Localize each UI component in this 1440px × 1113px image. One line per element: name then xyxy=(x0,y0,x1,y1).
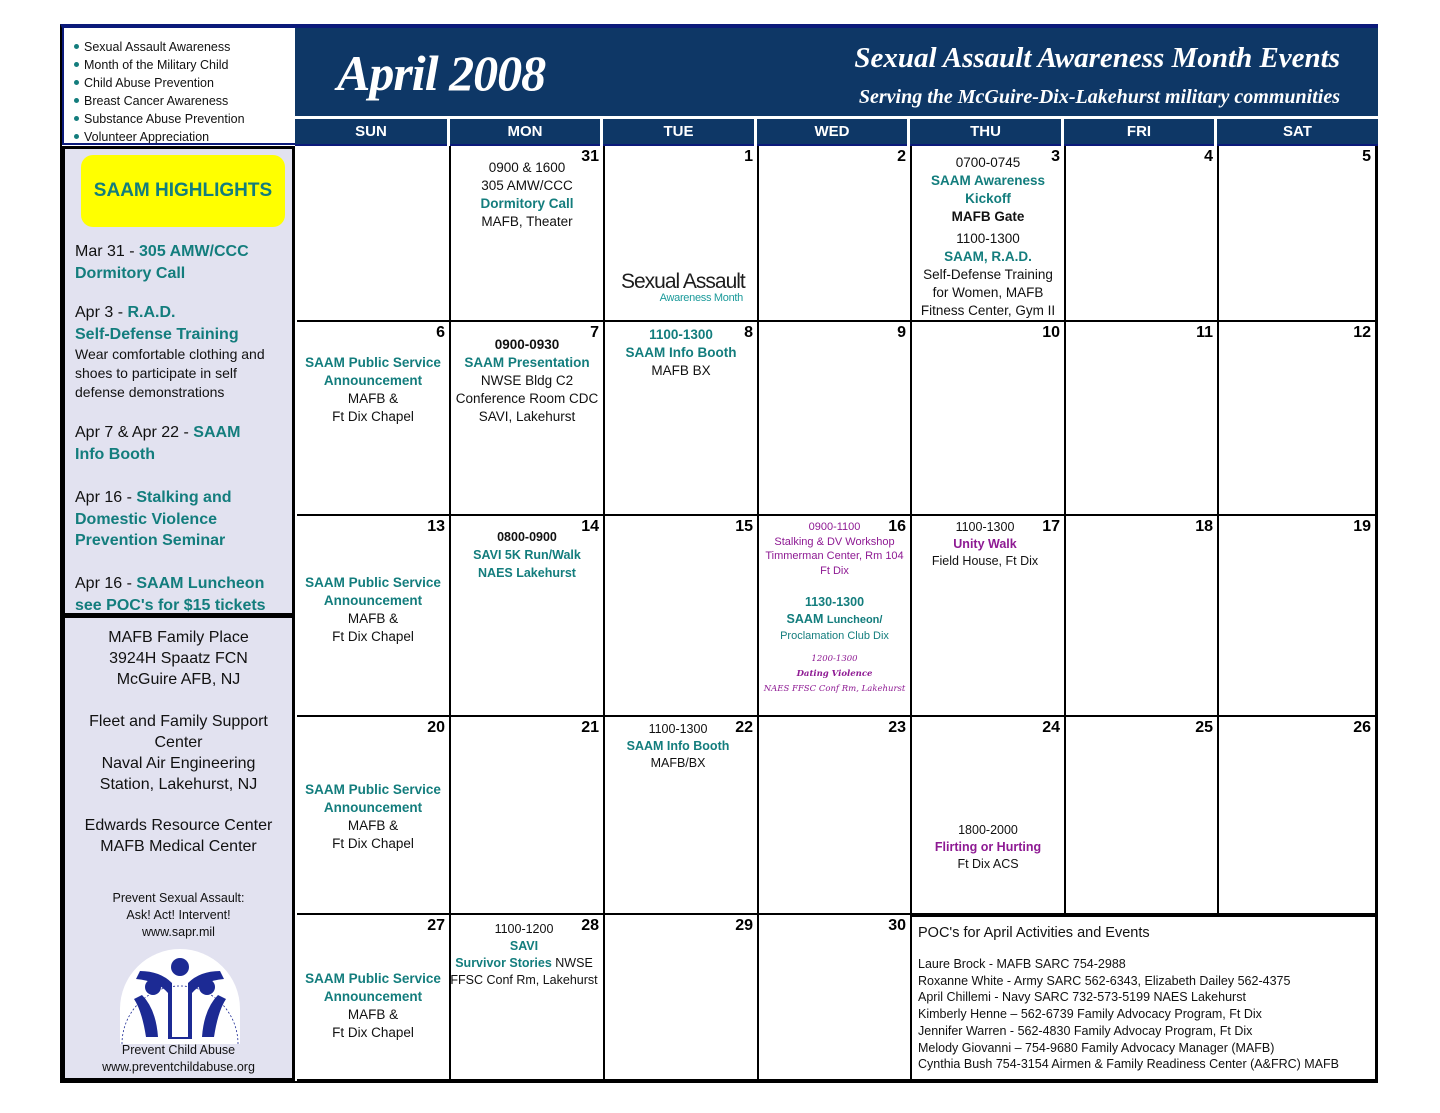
bullet-icon xyxy=(74,134,79,139)
event-flirting-or-hurting[interactable]: 1800-2000 Flirting or Hurting Ft Dix ACS xyxy=(934,823,1042,871)
event-5k-run-walk[interactable]: 0800-0900 SAVI 5K Run/Walk NAES Lakehurst xyxy=(473,530,581,580)
weekday-thu: THU xyxy=(910,119,1061,146)
bullet-icon xyxy=(74,116,79,121)
poc-contact: Roxanne White - Army SARC 562-6343, Elizabeth Dailey 562-4375 xyxy=(918,973,1291,988)
event-stalking-dv-workshop[interactable]: 0900-1100 Stalking & DV Workshop Timmerman Center, Rm 104 Ft Dix xyxy=(765,521,904,577)
event-public-service-announcement[interactable]: SAAM Public Service Announcement MAFB & Ft Dix Chapel xyxy=(305,782,441,851)
sapr-link[interactable]: www.sapr.mil xyxy=(142,925,215,939)
poc-contact: Laure Brock - MAFB SARC 754-2988 xyxy=(918,957,1126,971)
day-cell-apr-11[interactable]: 11 xyxy=(1066,322,1219,516)
day-cell-apr-4[interactable]: 4 xyxy=(1066,146,1219,322)
highlight-item: Apr 3 - R.A.D. Self-Defense Training Wear comfortable clothing and shoes to participate in self defense demonstrations xyxy=(75,304,265,400)
event-info-booth[interactable]: 1100-1300 SAAM Info Booth MAFB BX xyxy=(625,327,737,378)
page-title: Sexual Assault Awareness Month Events xyxy=(854,42,1340,74)
observance-item: Breast Cancer Awareness xyxy=(74,92,295,110)
day-cell-apr-1[interactable]: 1 Sexual Assault Awareness Month xyxy=(605,146,759,322)
prevent-child-abuse-logo-icon xyxy=(120,949,240,1044)
day-cell-apr-15[interactable]: 15 xyxy=(605,516,759,717)
month-title: April 2008 xyxy=(337,45,546,101)
day-cell-apr-18[interactable]: 18 xyxy=(1066,516,1219,717)
event-info-booth[interactable]: 1100-1300 SAAM Info Booth MAFB/BX xyxy=(626,722,730,770)
highlights-title: SAAM HIGHLIGHTS xyxy=(81,155,285,227)
poc-contact: April Chillemi - Navy SARC 732-573-5199 NAES Lakehurst xyxy=(918,990,1246,1005)
day-cell-apr-19[interactable]: 19 xyxy=(1219,516,1377,717)
day-cell-apr-9[interactable]: 9 xyxy=(759,322,912,516)
poc-contact: Jennifer Warren - 562-4830 Family Advocay Program, Ft Dix xyxy=(918,1023,1253,1038)
event-rad-training[interactable]: 1100-1300 SAAM, R.A.D. Self-Defense Training for Women, MAFB Fitness Center, Gym II xyxy=(920,231,1056,318)
calendar-grid xyxy=(297,146,1377,1081)
observance-item: Substance Abuse Prevention xyxy=(74,110,295,128)
observance-item: Sexual Assault Awareness xyxy=(74,38,295,56)
weekday-wed: WED xyxy=(757,119,907,146)
day-cell-apr-2[interactable]: 2 xyxy=(759,146,912,322)
day-cell-apr-6[interactable]: 6 SAAM Public Service Announcement MAFB & Ft Dix Chapel xyxy=(297,322,451,516)
observances-list xyxy=(62,28,295,145)
sidebar-divider xyxy=(62,613,295,618)
preventchildabuse-link[interactable]: www.preventchildabuse.org xyxy=(102,1060,255,1074)
observance-item: Month of the Military Child xyxy=(74,56,295,74)
day-cell-apr-8[interactable]: 8 1100-1300 SAAM Info Booth MAFB BX xyxy=(605,322,759,516)
weekday-tue: TUE xyxy=(603,119,754,146)
day-cell-apr-24[interactable]: 24 1800-2000 Flirting or Hurting Ft Dix ACS xyxy=(912,717,1066,915)
bullet-icon xyxy=(74,44,79,49)
page-subtitle: Serving the McGuire-Dix-Lakehurst military communities xyxy=(858,86,1340,108)
bullet-icon xyxy=(74,62,79,67)
event-dormitory-call[interactable]: 0900 & 1600 305 AMW/CCC Dormitory Call MAFB, Theater xyxy=(480,160,574,229)
event-public-service-announcement[interactable]: SAAM Public Service Announcement MAFB & Ft Dix Chapel xyxy=(305,575,441,644)
poc-contact: Melody Giovanni – 754-9680 Family Advocacy Manager (MAFB) xyxy=(918,1040,1275,1055)
event-unity-walk[interactable]: 1100-1300 Unity Walk Field House, Ft Dix xyxy=(931,520,1039,568)
bullet-icon xyxy=(74,80,79,85)
day-cell-apr-23[interactable]: 23 xyxy=(759,717,912,915)
day-cell-apr-16[interactable]: 16 0900-1100 Stalking & DV Workshop Timmerman Center, Rm 104 Ft Dix 1130-1300 SAAM Luncheon/ Proclamation Club Dix 1200-1300 Dating Violence NAES FFSC Conf Rm, Lakehurst xyxy=(759,516,912,717)
observance-item: Child Abuse Prevention xyxy=(74,74,295,92)
weekday-fri: FRI xyxy=(1064,119,1214,146)
event-public-service-announcement[interactable]: SAAM Public Service Announcement MAFB & Ft Dix Chapel xyxy=(305,355,441,424)
highlight-item: Mar 31 - 305 AMW/CCC Dormitory Call xyxy=(75,243,249,282)
day-cell-apr-22[interactable]: 22 1100-1300 SAAM Info Booth MAFB/BX xyxy=(605,717,759,915)
highlight-item: Apr 7 & Apr 22 - SAAM Info Booth xyxy=(75,424,241,463)
slogan: Prevent Sexual Assault: Ask! Act! Intervent! www.sapr.mil xyxy=(65,890,292,941)
day-cell-apr-30[interactable]: 30 xyxy=(759,915,912,1081)
poc-title: POC's for April Activities and Events xyxy=(918,925,1150,941)
day-cell-apr-17[interactable]: 17 1100-1300 Unity Walk Field House, Ft Dix xyxy=(912,516,1066,717)
day-cell-apr-21[interactable]: 21 xyxy=(451,717,605,915)
event-saam-luncheon[interactable]: 1130-1300 SAAM Luncheon/ Proclamation Club Dix xyxy=(780,595,889,642)
weekday-mon: MON xyxy=(450,119,600,146)
day-cell-apr-13[interactable]: 13 SAAM Public Service Announcement MAFB & Ft Dix Chapel xyxy=(297,516,451,717)
day-cell-apr-12[interactable]: 12 xyxy=(1219,322,1377,516)
day-cell-apr-27[interactable]: 27 SAAM Public Service Announcement MAFB & Ft Dix Chapel xyxy=(297,915,451,1081)
day-cell-apr-10[interactable]: 10 xyxy=(912,322,1066,516)
day-cell-apr-7[interactable]: 7 0900-0930 SAAM Presentation NWSE Bldg C2 Conference Room CDC SAVI, Lakehurst xyxy=(451,322,605,516)
weekday-sat: SAT xyxy=(1217,119,1378,146)
location-block: Fleet and Family Support Center Naval Air Engineering Station, Lakehurst, NJ xyxy=(89,713,268,793)
bullet-icon xyxy=(74,98,79,103)
day-cell-apr-20[interactable]: 20 SAAM Public Service Announcement MAFB & Ft Dix Chapel xyxy=(297,717,451,915)
day-cell-apr-29[interactable]: 29 xyxy=(605,913,759,1081)
poc-contact: Cynthia Bush 754-3154 Airmen & Family Readiness Center (A&FRC) MAFB xyxy=(918,1057,1339,1072)
highlight-item: Apr 16 - Stalking and Domestic Violence Prevention Seminar xyxy=(75,489,232,549)
weekday-header xyxy=(295,119,1378,146)
day-cell-apr-14[interactable]: 14 0800-0900 SAVI 5K Run/Walk NAES Lakehurst xyxy=(451,516,605,717)
day-cell-apr-25[interactable]: 25 xyxy=(1066,717,1219,915)
poc-contact: Kimberly Henne – 562-6739 Family Advocacy Program, Ft Dix xyxy=(918,1007,1262,1022)
location-block: MAFB Family Place 3924H Spaatz FCN McGuire AFB, NJ xyxy=(108,629,249,688)
day-cell-apr-26[interactable]: 26 xyxy=(1219,717,1377,915)
observance-item: Volunteer Appreciation xyxy=(74,128,295,145)
page-header xyxy=(295,24,1378,116)
location-block: Edwards Resource Center MAFB Medical Center xyxy=(84,817,273,855)
highlight-item: Apr 16 - SAAM Luncheon see POC's for $15 tickets xyxy=(75,575,266,614)
event-saam-presentation[interactable]: 0900-0930 SAAM Presentation NWSE Bldg C2 Conference Room CDC SAVI, Lakehurst xyxy=(455,337,599,424)
logo-caption: Prevent Child Abuse www.preventchildabuse.org xyxy=(65,1042,292,1076)
saam-ribbon-logo-icon: Sexual Assault Awareness Month xyxy=(621,270,745,304)
day-cell-mar-31[interactable]: 31 0900 & 1600 305 AMW/CCC Dormitory Call MAFB, Theater xyxy=(451,146,605,322)
event-survivor-stories[interactable]: 1100-1200 SAVI Survivor Stories NWSE FFSC Conf Rm, Lakehurst xyxy=(450,922,598,987)
poc-contacts-box xyxy=(910,915,1377,1081)
day-cell-apr-28[interactable]: 28 1100-1200 SAVI Survivor Stories NWSE FFSC Conf Rm, Lakehurst xyxy=(451,915,605,1081)
day-cell-apr-5[interactable]: 5 xyxy=(1219,146,1377,322)
event-public-service-announcement[interactable]: SAAM Public Service Announcement MAFB & Ft Dix Chapel xyxy=(305,971,441,1040)
event-saam-kickoff[interactable]: 0700-0745 SAAM Awareness Kickoff MAFB Gate xyxy=(930,155,1046,224)
weekday-sun: SUN xyxy=(295,119,447,146)
day-cell-apr-3[interactable]: 3 0700-0745 SAAM Awareness Kickoff MAFB Gate 1100-1300 SAAM, R.A.D. Self-Defense Training for Women, MAFB Fitness Center, Gym II xyxy=(912,146,1066,322)
event-dating-violence[interactable]: 1200-1300 Dating Violence NAES FFSC Conf Rm, Lakehurst xyxy=(763,654,906,694)
day-cell-empty xyxy=(297,146,451,322)
